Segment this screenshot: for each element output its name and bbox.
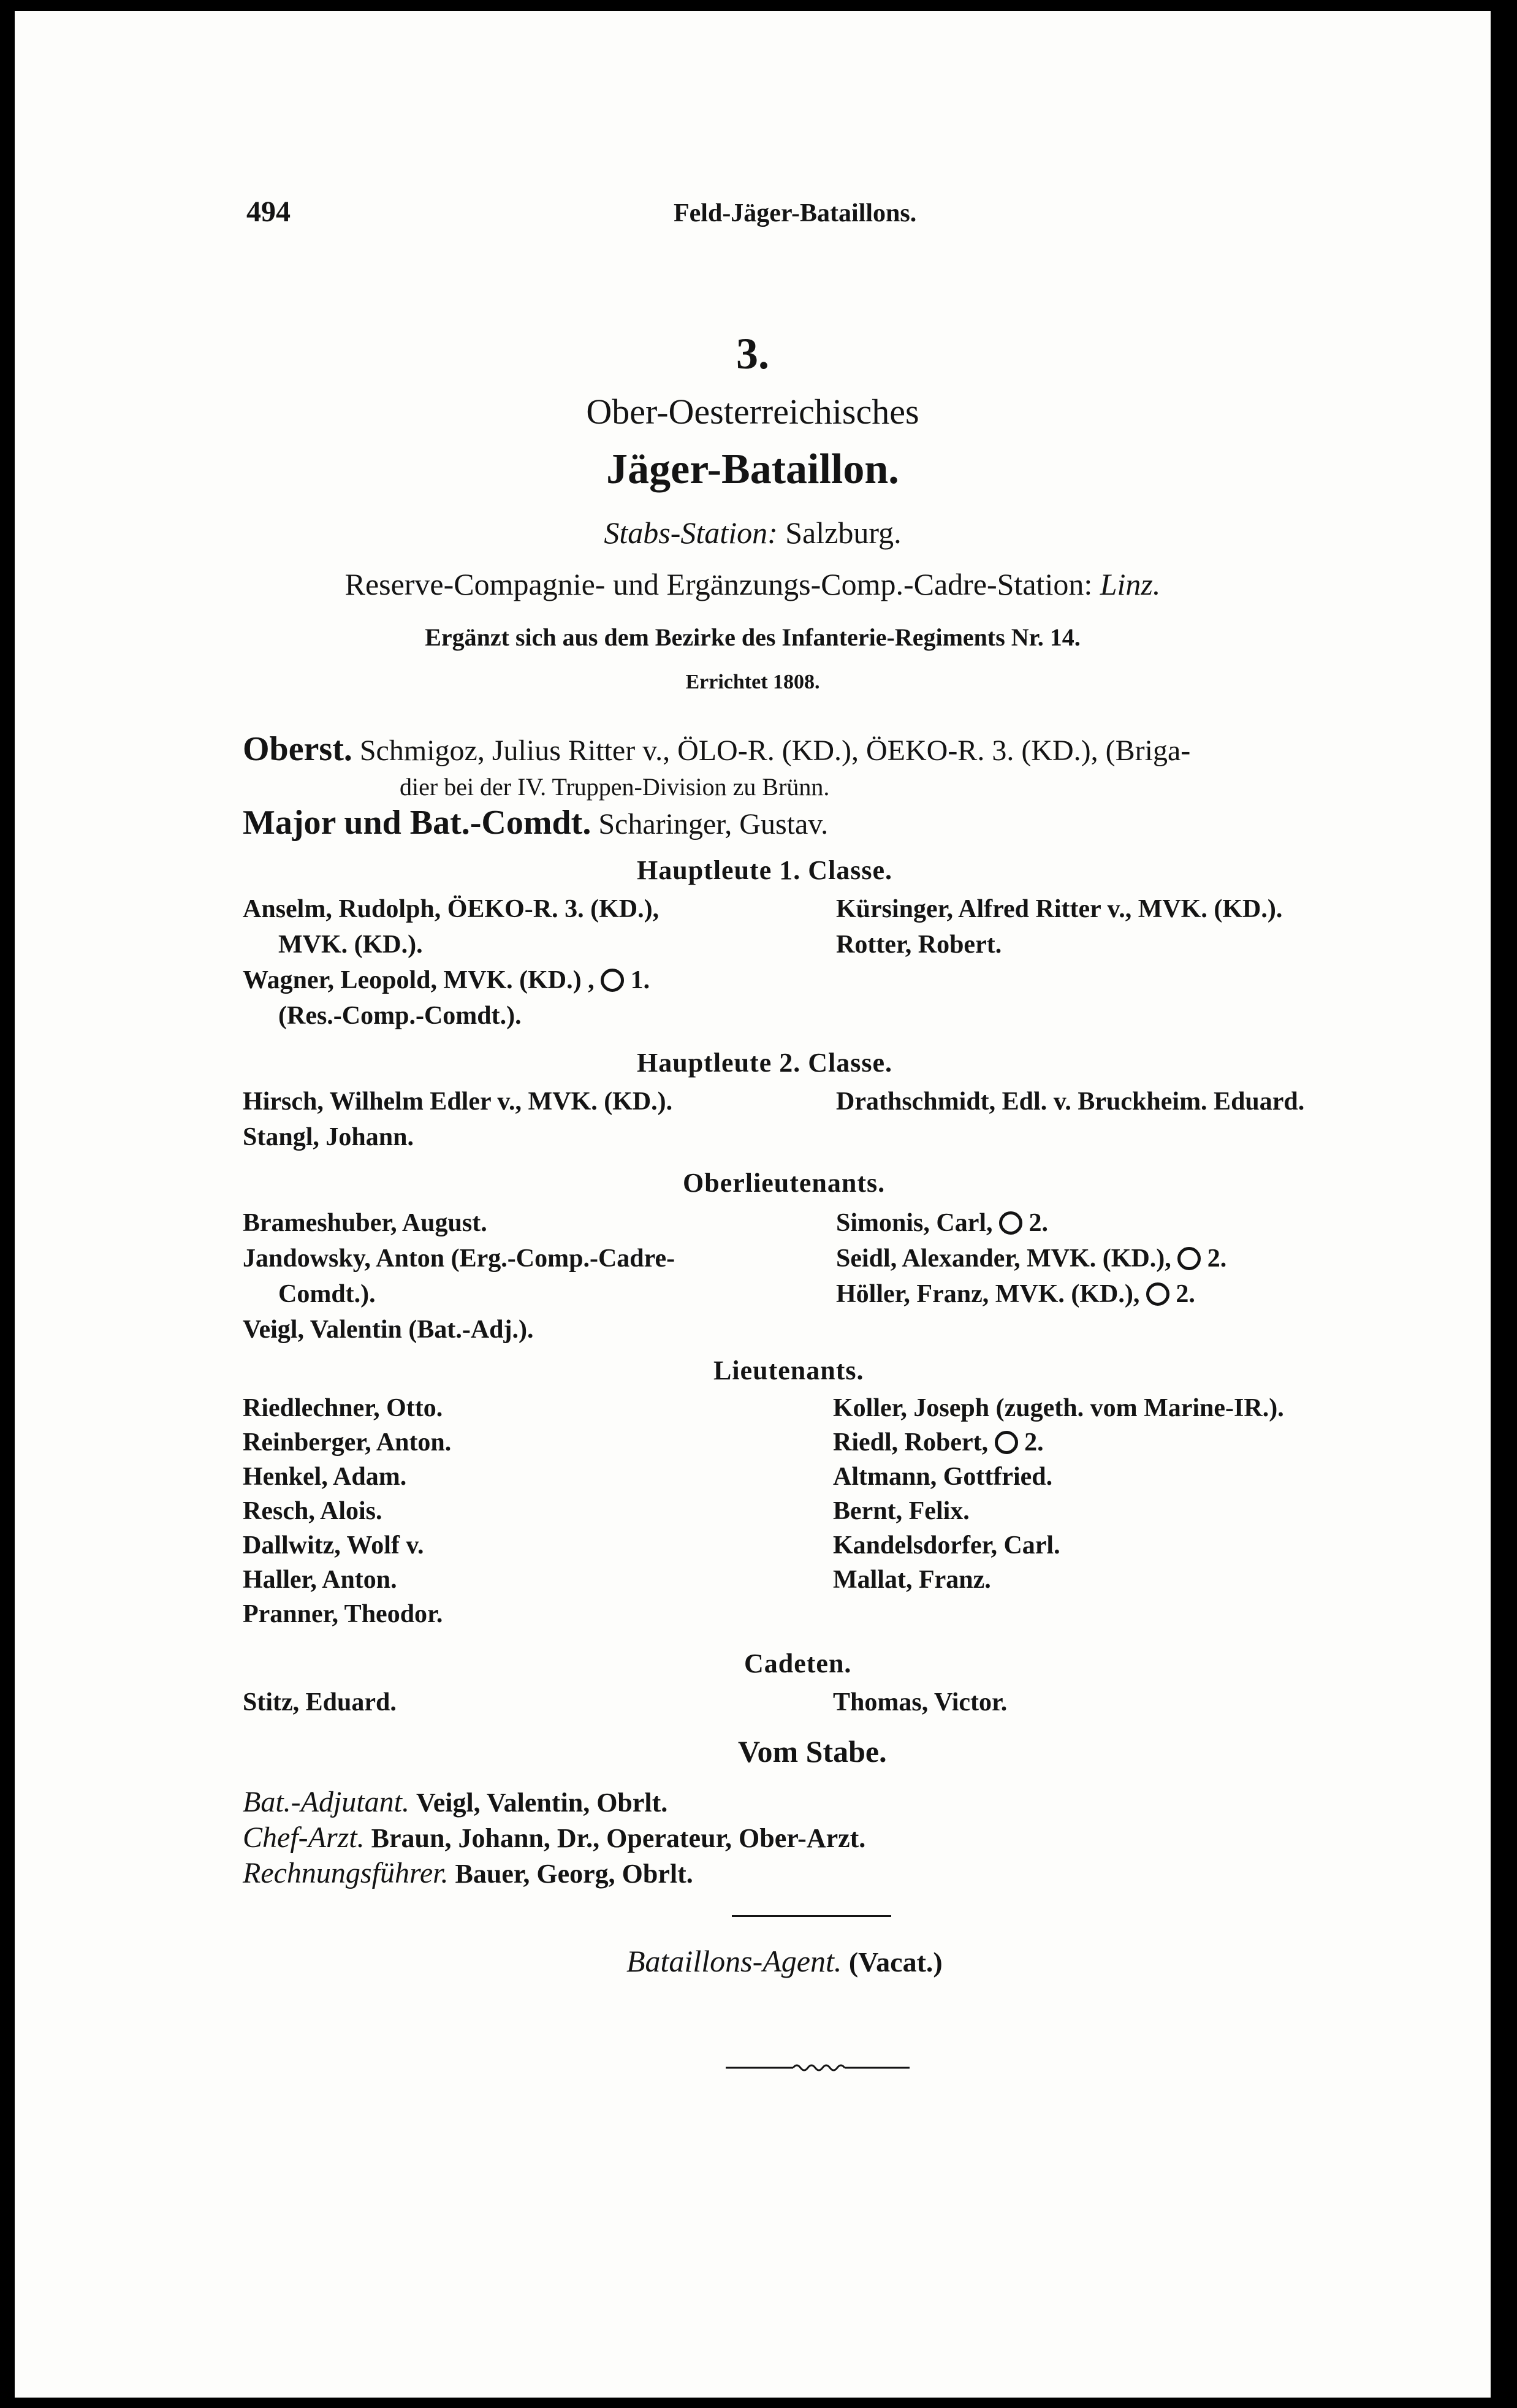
list-item: Comdt.). — [278, 1280, 376, 1308]
decoration-class: 2. — [1024, 1428, 1044, 1457]
list-item: Kürsinger, Alfred Ritter v., MVK. (KD.). — [836, 895, 1283, 923]
list-item-riedl — [833, 1430, 1044, 1455]
list-item: Riedlechner, Otto. — [243, 1394, 443, 1422]
stab-role: Rechnungsführer. — [243, 1857, 449, 1889]
document-page — [15, 11, 1491, 2398]
list-item: Stitz, Eduard. — [243, 1688, 397, 1716]
circle-decoration-icon — [601, 969, 624, 992]
list-item: Dallwitz, Wolf v. — [243, 1531, 424, 1560]
stab-name: Braun, Johann, Dr., Operateur, Ober-Arzt. — [371, 1823, 866, 1853]
agent-value: (Vacat.) — [848, 1946, 943, 1978]
reserve-label: Reserve-Compagnie- und Ergänzungs-Comp.-Cadre-Station: — [344, 567, 1093, 601]
stabs-station — [15, 515, 1491, 551]
agent-label: Bataillons-Agent. — [626, 1944, 842, 1978]
list-item-simonis — [836, 1210, 1048, 1236]
heading-vom-stabe: Vom Stabe. — [738, 1734, 887, 1769]
list-item: Bernt, Felix. — [833, 1497, 970, 1525]
list-item-text: Seidl, Alexander, MVK. (KD.), — [836, 1244, 1171, 1273]
errichtet-line: Errichtet 1808. — [685, 671, 820, 693]
divider-rule — [732, 1915, 891, 1917]
circle-decoration-icon — [995, 1431, 1018, 1454]
list-item: Haller, Anton. — [243, 1566, 397, 1594]
circle-decoration-icon — [1146, 1282, 1169, 1306]
oberst-rank: Oberst. — [243, 730, 352, 768]
agent-line — [626, 1946, 943, 1976]
list-item-holler — [836, 1281, 1195, 1307]
running-title: Feld-Jäger-Bataillons. — [674, 199, 917, 227]
stab-role: Bat.-Adjutant. — [243, 1786, 409, 1818]
erganzt-line: Ergänzt sich aus dem Bezirke des Infanterie-Regiments Nr. 14. — [425, 623, 1081, 651]
stab-name: Bauer, Georg, Obrlt. — [455, 1859, 693, 1889]
list-item-wagner — [243, 967, 650, 993]
reserve-station — [15, 566, 1491, 602]
heading-cadeten: Cadeten. — [744, 1648, 852, 1678]
oberst-entry — [243, 732, 1190, 766]
list-item: Rotter, Robert. — [836, 931, 1002, 959]
list-item: Altmann, Gottfried. — [833, 1463, 1053, 1491]
major-entry — [243, 806, 828, 840]
reserve-value: Linz. — [1100, 567, 1161, 601]
battalion-number: 3. — [736, 329, 769, 378]
list-item: (Res.-Comp.-Comdt.). — [278, 1002, 522, 1030]
list-item: Mallat, Franz. — [833, 1566, 991, 1594]
list-item: Anselm, Rudolph, ÖEKO-R. 3. (KD.), — [243, 895, 660, 923]
list-item: Veigl, Valentin (Bat.-Adj.). — [243, 1316, 534, 1344]
list-item-text: Wagner, Leopold, MVK. (KD.) , — [243, 966, 595, 994]
decoration-class: 1. — [630, 966, 650, 994]
heading-oberlieutenants: Oberlieutenants. — [683, 1168, 886, 1198]
ornamental-divider — [726, 2059, 910, 2077]
title-line-2: Jäger-Bataillon. — [606, 446, 899, 493]
list-item: Thomas, Victor. — [833, 1688, 1008, 1716]
list-item: Henkel, Adam. — [243, 1463, 407, 1491]
decoration-class: 2. — [1207, 1244, 1227, 1273]
list-item-seidl — [836, 1246, 1226, 1271]
list-item: Kandelsdorfer, Carl. — [833, 1531, 1060, 1560]
circle-decoration-icon — [999, 1211, 1022, 1235]
page-number: 494 — [246, 196, 291, 228]
stabs-label: Stabs-Station: — [604, 516, 778, 550]
list-item: Stangl, Johann. — [243, 1123, 414, 1151]
decoration-class: 2. — [1028, 1209, 1049, 1237]
list-item: Koller, Joseph (zugeth. vom Marine-IR.). — [833, 1394, 1284, 1422]
list-item: Hirsch, Wilhelm Edler v., MVK. (KD.). — [243, 1088, 673, 1116]
list-item: Resch, Alois. — [243, 1497, 382, 1525]
list-item: Jandowsky, Anton (Erg.-Comp.-Cadre- — [243, 1244, 675, 1273]
stab-name: Veigl, Valentin, Obrlt. — [416, 1788, 668, 1818]
list-item: MVK. (KD.). — [278, 931, 423, 959]
heading-hauptleute-2: Hauptleute 2. Classe. — [637, 1048, 892, 1078]
major-name: Scharinger, Gustav. — [598, 808, 829, 840]
heading-lieutenants: Lieutenants. — [713, 1355, 864, 1385]
list-item-text: Riedl, Robert, — [833, 1428, 989, 1457]
list-item: Pranner, Theodor. — [243, 1600, 443, 1628]
oberst-continuation: dier bei der IV. Truppen-Division zu Brünn. — [400, 773, 830, 801]
list-item: Drathschmidt, Edl. v. Bruckheim. Eduard. — [836, 1088, 1305, 1116]
oberst-name: Schmigoz, Julius Ritter v., ÖLO-R. (KD.), ÖEKO-R. 3. (KD.), (Briga- — [359, 734, 1191, 767]
list-item-text: Höller, Franz, MVK. (KD.), — [836, 1280, 1140, 1308]
decoration-class: 2. — [1176, 1280, 1195, 1308]
title-line-1: Ober-Oesterreichisches — [586, 392, 919, 432]
stab-row — [243, 1859, 693, 1888]
list-item: Brameshuber, August. — [243, 1209, 487, 1237]
stab-role: Chef-Arzt. — [243, 1821, 365, 1854]
heading-hauptleute-1: Hauptleute 1. Classe. — [637, 855, 892, 885]
list-item-text: Simonis, Carl, — [836, 1209, 993, 1237]
major-rank: Major und Bat.-Comdt. — [243, 804, 591, 842]
stab-row — [243, 1788, 667, 1817]
list-item: Reinberger, Anton. — [243, 1428, 452, 1457]
stab-row — [243, 1823, 865, 1853]
stabs-value: Salzburg. — [785, 516, 902, 550]
circle-decoration-icon — [1177, 1247, 1201, 1270]
